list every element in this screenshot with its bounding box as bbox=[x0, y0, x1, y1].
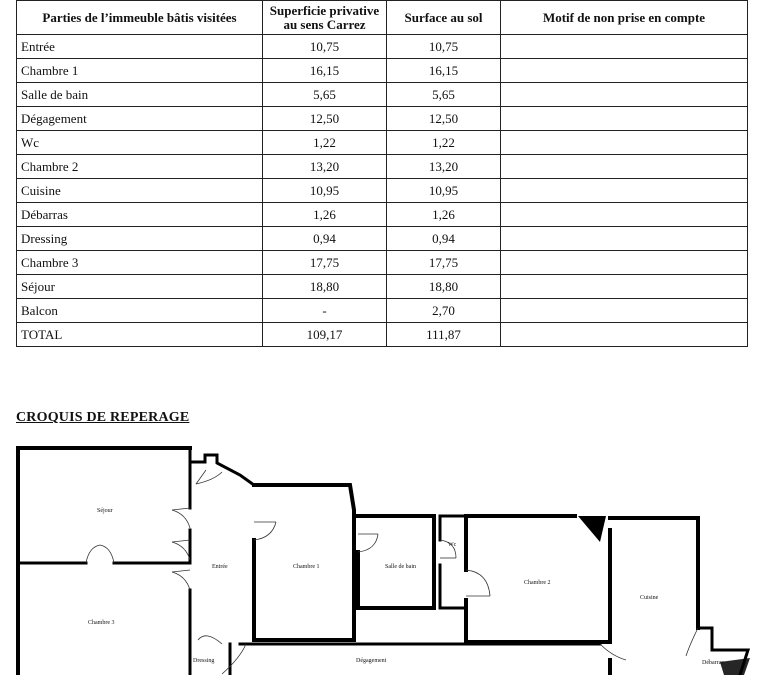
room-label-debarras: Débarras bbox=[702, 660, 724, 666]
wall-sdb bbox=[358, 516, 434, 608]
cell-piece: Chambre 3 bbox=[17, 251, 263, 275]
cell-piece: Salle de bain bbox=[17, 83, 263, 107]
wall-corridor bbox=[230, 644, 600, 675]
cell-carrez: 109,17 bbox=[263, 323, 387, 347]
header-carrez: Superficie privative au sens Carrez bbox=[263, 1, 387, 35]
cell-piece: Cuisine bbox=[17, 179, 263, 203]
cell-motif bbox=[501, 59, 748, 83]
cell-sol: 1,26 bbox=[387, 203, 501, 227]
room-label-dressing: Dressing bbox=[193, 658, 215, 664]
room-label-sejour: Séjour bbox=[97, 508, 113, 514]
room-label-chambre1: Chambre 1 bbox=[293, 564, 320, 570]
cell-sol: 5,65 bbox=[387, 83, 501, 107]
room-label-cuisine: Cuisine bbox=[640, 595, 659, 601]
cell-piece: Dressing bbox=[17, 227, 263, 251]
surface-table bbox=[16, 0, 748, 347]
cell-sol: 12,50 bbox=[387, 107, 501, 131]
cell-piece: Séjour bbox=[17, 275, 263, 299]
cell-motif bbox=[501, 299, 748, 323]
cell-carrez: 16,15 bbox=[263, 59, 387, 83]
floor-plan bbox=[0, 430, 766, 675]
cell-motif bbox=[501, 179, 748, 203]
table-header-row bbox=[17, 1, 748, 35]
room-label-entree: Entrée bbox=[212, 564, 228, 570]
cell-motif bbox=[501, 155, 748, 179]
cell-carrez: 18,80 bbox=[263, 275, 387, 299]
cell-motif bbox=[501, 323, 748, 347]
header-piece: Parties de l’immeuble bâtis visitées bbox=[17, 1, 263, 35]
cell-carrez: 10,95 bbox=[263, 179, 387, 203]
cell-sol: 16,15 bbox=[387, 59, 501, 83]
room-label-chambre2: Chambre 2 bbox=[524, 580, 551, 586]
cell-piece: Chambre 2 bbox=[17, 155, 263, 179]
table-body bbox=[17, 35, 748, 347]
cell-sol: 1,22 bbox=[387, 131, 501, 155]
cell-carrez: 17,75 bbox=[263, 251, 387, 275]
cell-motif bbox=[501, 227, 748, 251]
cell-motif bbox=[501, 107, 748, 131]
cell-carrez: 0,94 bbox=[263, 227, 387, 251]
table-row bbox=[17, 59, 748, 83]
table-row bbox=[17, 203, 748, 227]
table-row bbox=[17, 83, 748, 107]
wall-wc bbox=[440, 516, 466, 608]
cell-piece: Chambre 1 bbox=[17, 59, 263, 83]
header-sol: Surface au sol bbox=[387, 1, 501, 35]
cell-piece: Balcon bbox=[17, 299, 263, 323]
room-label-wc: Wc bbox=[448, 542, 457, 548]
plan-title: CROQUIS DE REPERAGE bbox=[16, 410, 190, 425]
cell-motif bbox=[501, 251, 748, 275]
room-label-sdb: Salle de bain bbox=[385, 564, 416, 570]
table-row bbox=[17, 155, 748, 179]
cell-motif bbox=[501, 275, 748, 299]
table-row bbox=[17, 323, 748, 347]
table-row bbox=[17, 179, 748, 203]
wall-chambre1 bbox=[254, 485, 354, 640]
cell-carrez: 1,22 bbox=[263, 131, 387, 155]
cell-sol: 111,87 bbox=[387, 323, 501, 347]
cell-piece: Débarras bbox=[17, 203, 263, 227]
wall-entrance bbox=[192, 455, 254, 485]
cell-carrez: 10,75 bbox=[263, 35, 387, 59]
cell-sol: 0,94 bbox=[387, 227, 501, 251]
table-row bbox=[17, 227, 748, 251]
cell-piece: Wc bbox=[17, 131, 263, 155]
cell-piece: Dégagement bbox=[17, 107, 263, 131]
cell-piece: Entrée bbox=[17, 35, 263, 59]
table-row bbox=[17, 275, 748, 299]
cell-carrez: 1,26 bbox=[263, 203, 387, 227]
cell-motif bbox=[501, 131, 748, 155]
table-row bbox=[17, 131, 748, 155]
room-label-degagement: Dégagement bbox=[356, 658, 387, 664]
cell-motif bbox=[501, 83, 748, 107]
cell-sol: 2,70 bbox=[387, 299, 501, 323]
cell-carrez: - bbox=[263, 299, 387, 323]
cell-motif bbox=[501, 203, 748, 227]
cell-sol: 10,95 bbox=[387, 179, 501, 203]
cell-carrez: 13,20 bbox=[263, 155, 387, 179]
table-row bbox=[17, 299, 748, 323]
cell-motif bbox=[501, 35, 748, 59]
cell-piece: TOTAL bbox=[17, 323, 263, 347]
cell-carrez: 12,50 bbox=[263, 107, 387, 131]
room-label-chambre3: Chambre 3 bbox=[88, 620, 115, 626]
table-row bbox=[17, 251, 748, 275]
cell-sol: 13,20 bbox=[387, 155, 501, 179]
cell-carrez: 5,65 bbox=[263, 83, 387, 107]
cell-sol: 17,75 bbox=[387, 251, 501, 275]
table-row bbox=[17, 107, 748, 131]
header-motif: Motif de non prise en compte bbox=[501, 1, 748, 35]
table-row bbox=[17, 35, 748, 59]
cell-sol: 10,75 bbox=[387, 35, 501, 59]
wall-chambre2 bbox=[466, 516, 610, 642]
cell-sol: 18,80 bbox=[387, 275, 501, 299]
